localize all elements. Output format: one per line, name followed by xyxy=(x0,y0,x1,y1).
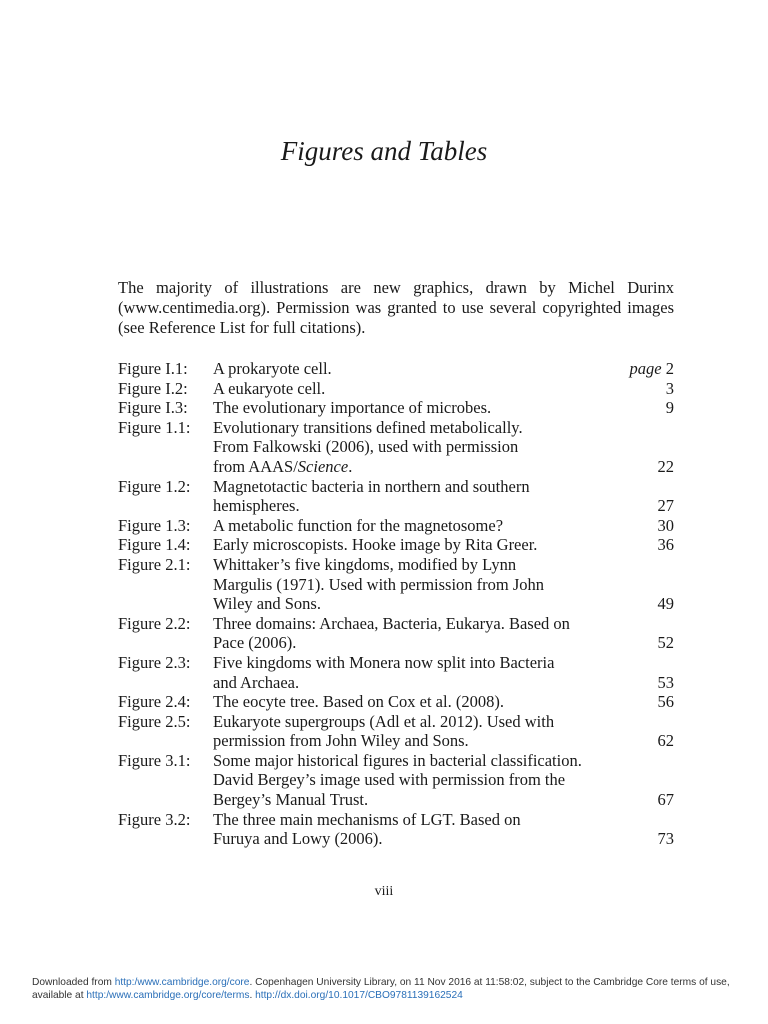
figure-page-number xyxy=(650,457,675,477)
figure-caption xyxy=(213,398,674,418)
caption-line xyxy=(213,731,674,751)
page-value: 52 xyxy=(657,633,674,653)
page-value: 22 xyxy=(657,456,674,476)
figure-page-number xyxy=(650,535,675,555)
intro-paragraph xyxy=(118,278,674,338)
footer-prefix: Downloaded from xyxy=(32,977,115,988)
caption-line xyxy=(213,359,674,379)
figure-caption xyxy=(213,535,674,555)
figure-page-number xyxy=(658,379,674,399)
figure-page-number xyxy=(650,692,675,712)
figure-entry xyxy=(118,535,674,555)
figure-label: Figure 1.3: xyxy=(118,515,191,535)
page-number: viii xyxy=(374,884,394,899)
caption-line xyxy=(213,790,674,810)
caption-text: Bergey’s Manual Trust. xyxy=(213,790,369,810)
figure-list xyxy=(118,359,674,849)
footer-sep: . xyxy=(249,990,256,1001)
figure-entry xyxy=(118,614,674,653)
page-value: 56 xyxy=(657,692,674,712)
caption-text: Evolutionary transitions defined metabolically. xyxy=(213,417,523,437)
caption-text: A metabolic function for the magnetosome? xyxy=(213,515,504,535)
page-value: 49 xyxy=(657,594,674,614)
figure-label: Figure 1.4: xyxy=(118,535,191,555)
figure-page-number xyxy=(650,516,675,536)
caption-line xyxy=(213,692,674,712)
caption-text: Eukaryote supergroups (Adl et al. 2012). Used with xyxy=(213,711,555,731)
footer-link-doi[interactable]: http://dx.doi.org/10.1017/CBO9781139162524 xyxy=(255,990,463,1001)
caption-text: Some major historical figures in bacterial classification. xyxy=(213,750,582,770)
figure-caption xyxy=(213,712,674,751)
footer-middle: . Copenhagen University Library, on 11 Nov 2016 at 11:58:02, subject to the Cambridge Core terms of use, available at xyxy=(32,977,730,1001)
footer-link-core[interactable]: http:/www.cambridge.org/core xyxy=(114,977,250,988)
footer-link-terms[interactable]: http:/www.cambridge.org/core/terms xyxy=(86,990,250,1001)
caption-text: Five kingdoms with Monera now split into Bacteria xyxy=(213,652,555,672)
caption-text: David Bergey’s image used with permission from the xyxy=(213,770,566,790)
page-value: 27 xyxy=(657,496,674,516)
figure-page-number xyxy=(650,731,675,751)
caption-text: Magnetotactic bacteria in northern and southern xyxy=(213,476,530,496)
caption-text: From Falkowski (2006), used with permission xyxy=(213,437,519,457)
page-value: 36 xyxy=(657,535,674,555)
caption-line xyxy=(213,379,674,399)
caption-line xyxy=(213,712,674,732)
caption-text: Furuya and Lowy (2006). xyxy=(213,829,383,849)
figure-caption xyxy=(213,477,674,516)
figure-caption xyxy=(213,692,674,712)
caption-text: hemispheres. xyxy=(213,496,300,516)
figure-caption xyxy=(213,653,674,692)
caption-line xyxy=(213,496,674,516)
figure-entry xyxy=(118,653,674,692)
figure-page-number xyxy=(650,633,675,653)
figure-page-number xyxy=(658,398,674,418)
page-value: 2 xyxy=(665,359,674,378)
caption-line xyxy=(213,555,674,575)
figure-caption xyxy=(213,379,674,399)
figure-label: Figure 3.1: xyxy=(118,750,191,770)
figure-label: Figure I.3: xyxy=(118,398,188,418)
caption-text: A prokaryote cell. xyxy=(213,359,332,378)
caption-line xyxy=(213,535,674,555)
page-word: page xyxy=(629,359,662,378)
figure-entry xyxy=(118,810,674,849)
caption-line xyxy=(213,594,674,614)
page-title: Figures and Tables xyxy=(280,136,488,166)
figure-label: Figure 1.2: xyxy=(118,476,191,496)
figure-caption xyxy=(213,751,674,810)
caption-text: Pace (2006). xyxy=(213,633,297,653)
figure-page-number xyxy=(650,496,675,516)
figure-entry xyxy=(118,477,674,516)
caption-text: Whittaker’s five kingdoms, modified by Lynn xyxy=(213,554,517,574)
figure-entry xyxy=(118,555,674,614)
caption-line xyxy=(213,810,674,830)
figure-entry xyxy=(118,359,674,379)
caption-line xyxy=(213,653,674,673)
page-value: 73 xyxy=(657,829,674,849)
caption-line xyxy=(213,575,674,595)
caption-line xyxy=(213,418,674,438)
caption-line xyxy=(213,398,674,418)
caption-text: permission from John Wiley and Sons. xyxy=(213,731,469,751)
caption-line xyxy=(213,751,674,771)
page-value: 62 xyxy=(657,731,674,751)
figure-caption xyxy=(213,359,674,379)
figure-entry xyxy=(118,398,674,418)
caption-line xyxy=(213,477,674,497)
figure-caption xyxy=(213,516,674,536)
caption-text: The three main mechanisms of LGT. Based on xyxy=(213,809,521,829)
figure-label: Figure 2.3: xyxy=(118,652,191,672)
caption-line xyxy=(213,437,674,457)
caption-text: Early microscopists. Hooke image by Rita Greer. xyxy=(213,535,538,555)
caption-text: Three domains: Archaea, Bacteria, Eukarya. Based on xyxy=(213,613,570,633)
caption-line xyxy=(213,633,674,653)
caption-text: The evolutionary importance of microbes. xyxy=(213,398,492,418)
figure-page-number xyxy=(650,790,675,810)
caption-line xyxy=(213,673,674,693)
download-footer xyxy=(32,976,752,1002)
figure-page-number xyxy=(650,829,675,849)
figure-label: Figure I.1: xyxy=(118,359,188,378)
figure-entry xyxy=(118,379,674,399)
page-value: 53 xyxy=(657,672,674,692)
caption-line xyxy=(213,614,674,634)
caption-text: Margulis (1971). Used with permission from John xyxy=(213,574,545,594)
caption-text: A eukaryote cell. xyxy=(213,378,326,398)
page-value: 3 xyxy=(665,378,674,398)
caption-line xyxy=(213,516,674,536)
caption-line xyxy=(213,770,674,790)
figure-caption xyxy=(213,614,674,653)
caption-text: Wiley and Sons. xyxy=(213,594,321,614)
figure-caption xyxy=(213,810,674,849)
page-value: 9 xyxy=(665,398,674,418)
figure-entry xyxy=(118,692,674,712)
page-value: 30 xyxy=(657,515,674,535)
figure-caption xyxy=(213,418,674,477)
caption-text: and Archaea. xyxy=(213,672,300,692)
page-value: 67 xyxy=(657,790,674,810)
caption-line xyxy=(213,457,674,477)
figure-label: Figure I.2: xyxy=(118,378,188,398)
figure-label: Figure 2.2: xyxy=(118,613,191,633)
figure-label: Figure 2.5: xyxy=(118,711,191,731)
figure-entry xyxy=(118,516,674,536)
figure-label: Figure 2.1: xyxy=(118,554,191,574)
intro-text: The majority of illustrations are new graphics, drawn by Michel Durinx (www.centimedia.org). Permission was granted to use several copyrighted images (see Reference List for full citations). xyxy=(118,278,674,337)
figure-label: Figure 2.4: xyxy=(118,692,191,712)
figure-entry xyxy=(118,712,674,751)
caption-line xyxy=(213,829,674,849)
figure-caption xyxy=(213,555,674,614)
figure-entry xyxy=(118,751,674,810)
figure-label: Figure 3.2: xyxy=(118,809,191,829)
figure-page-number xyxy=(650,594,675,614)
caption-text: from AAAS/Science. xyxy=(213,456,353,476)
figure-page-number xyxy=(622,359,674,379)
figure-page-number xyxy=(650,673,675,693)
figure-entry xyxy=(118,418,674,477)
caption-text: The eocyte tree. Based on Cox et al. (2008). xyxy=(213,692,504,712)
figure-label: Figure 1.1: xyxy=(118,417,191,437)
